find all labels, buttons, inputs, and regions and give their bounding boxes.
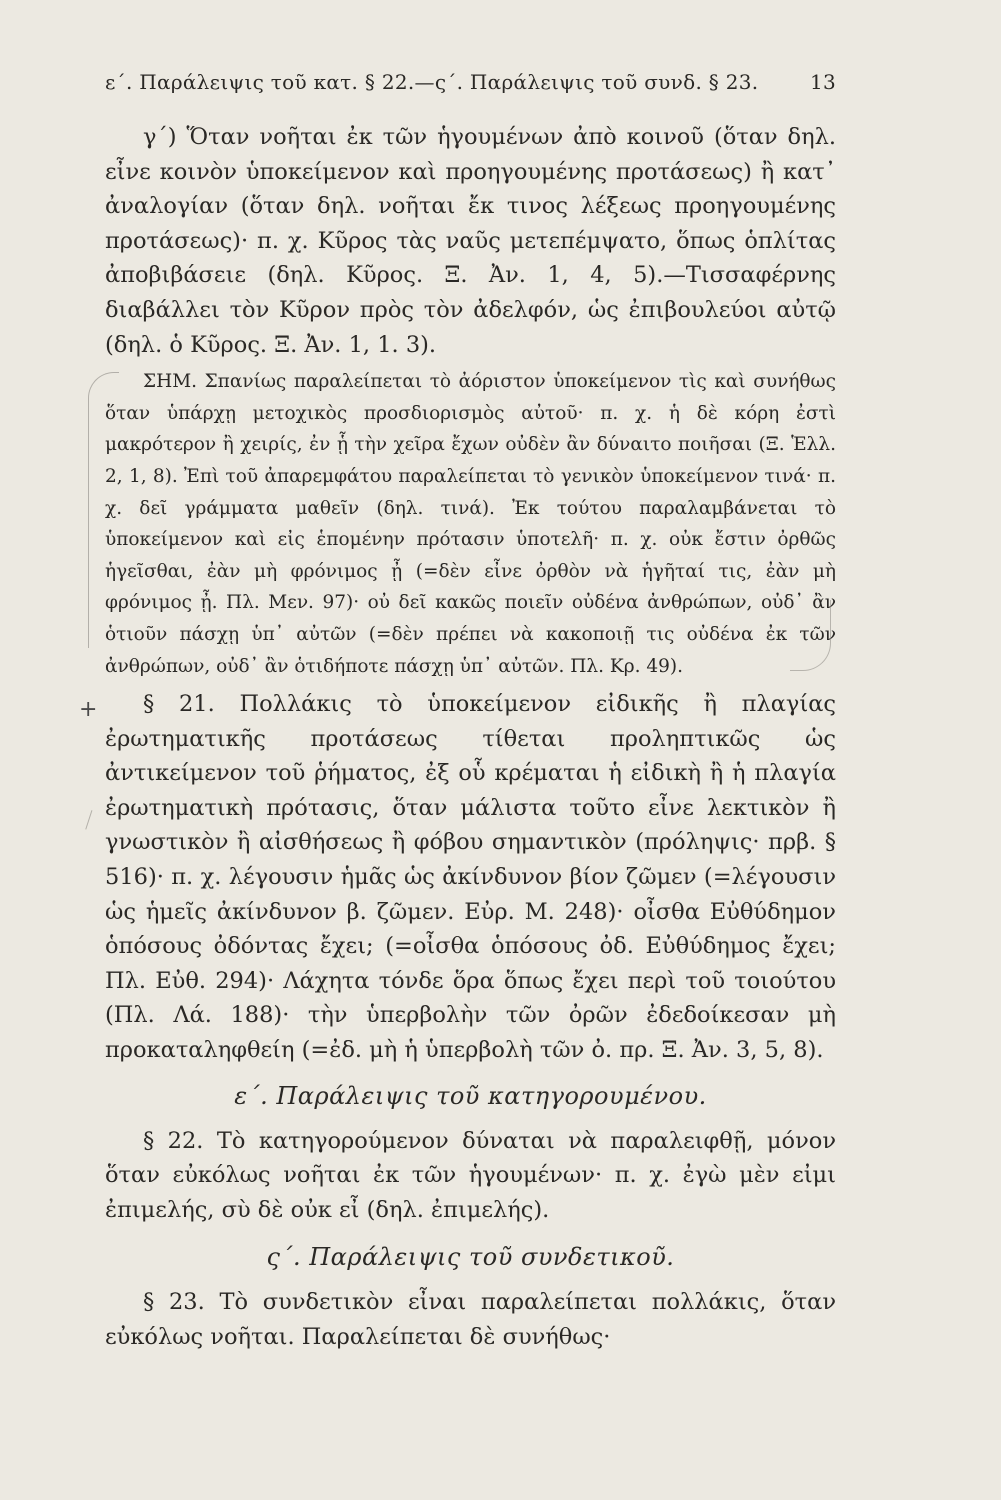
section-21 (79, 687, 836, 1068)
pencil-margin-mark (85, 810, 105, 834)
section-22-text: § 22. Τὸ κατηγορούμενον δύναται νὰ παραλειφθῇ, μόνον ὅταν εὐκόλως νοῆται ἐκ τῶν ἡγουμένων· π. χ. ἐγὼ μὲν εἰμι ἐπιμελής, σὺ δὲ οὐκ εἶ (δηλ. ἐπιμελής). (105, 1127, 836, 1223)
running-head-title: ε΄. Παράλειψις τοῦ κατ. § 22.—ς΄. Παράλειψις τοῦ συνδ. § 23. (105, 70, 759, 94)
pencil-bracket-mark (88, 372, 119, 648)
pencil-cross-mark: + (79, 697, 98, 723)
running-head (105, 70, 836, 94)
heading-omission-of-copula: ς΄. Παράλειψις τοῦ συνδετικοῦ. (266, 1243, 675, 1272)
note-paragraph: ΣΗΜ. Σπανίως παραλείπεται τὸ ἀόριστον ὑποκείμενον τὶς καὶ συνήθως ὅταν ὑπάρχῃ μετοχικὸς προσδιορισμὸς αὐτοῦ· π. χ. ἡ δὲ κόρη ἐστὶ μακρότερον ἢ χειρίς, ἐν ᾗ τὴν χεῖρα ἔχων οὐδὲν ἂν δύναιτο ποιῆσαι (Ξ. Ἑλλ. 2, 1, 8). Ἐπὶ τοῦ ἀπαρεμφάτου παραλείπεται τὸ γενικὸν ὑποκείμενον τινά· π. χ. δεῖ γράμματα μαθεῖν (δηλ. τινά). Ἐκ τούτου παραλαμβάνεται τὸ ὑποκείμενον καὶ εἰς ἑπομένην πρότασιν ὑποτελῆ· π. χ. οὐκ ἔστιν ὀρθῶς ἡγεῖσθαι, ἐὰν μὴ φρόνιμος ᾖ (=δὲν εἶνε ὀρθὸν νὰ ἡγῆταί τις, ἐὰν μὴ φρόνιμος ᾖ. Πλ. Μεν. 97)· οὐ δεῖ κακῶς ποιεῖν οὐδένα ἀνθρώπων, οὐδ᾽ ἂν ὁτιοῦν πάσχῃ ὑπ᾽ αὐτῶν (=δὲν πρέπει νὰ κακοποιῇ τις οὐδένα ἐκ τῶν ἀνθρώπων, οὐδ᾽ ἂν ὁτιδήποτε πάσχῃ ὑπ᾽ αὐτῶν. Πλ. Κρ. 49). (105, 371, 836, 677)
section-21-text: § 21. Πολλάκις τὸ ὑποκείμενον εἰδικῆς ἢ πλαγίας ἐρωτηματικῆς προτάσεως τίθεται προληπτικῶς ὡς ἀντικείμενον τοῦ ῥήματος, ἐξ οὗ κρέμαται ἡ εἰδικὴ ἢ ἡ πλαγία ἐρωτηματικὴ πρότασις, ὅταν μάλιστα τοῦτο εἶνε λεκτικὸν ἢ γνωστικὸν ἢ αἰσθήσεως ἢ φόβου σημαντικὸν (πρόληψις· πρβ. § 516)· π. χ. λέγουσιν ἡμᾶς ὡς ἀκίνδυνον βίον ζῶμεν (=λέγουσιν ὡς ἡμεῖς ἀκίνδυνον β. ζῶμεν. Εὐρ. Μ. 248)· οἶσθα Εὐθύδημον ὁπόσους ὀδόντας ἔχει; (=οἶσθα ὁπόσους ὀδ. Εὐθύδημος ἔχει; Πλ. Εὐθ. 294)· Λάχητα τόνδε ὅρα ὅπως ἔχει περὶ τοῦ τοιούτου (Πλ. Λά. 188)· τὴν ὑπερβολὴν τῶν ὀρῶν ἐδεδοίκεσαν μὴ προκαταληφθείη (=ἐδ. μὴ ἡ ὑπερβολὴ τῶν ὀ. πρ. Ξ. Ἀν. 3, 5, 8). (105, 691, 836, 1064)
heading-omission-of-predicate: ε΄. Παράλειψις τοῦ κατηγορουμένου. (234, 1081, 707, 1110)
paragraph-gamma: γ΄) Ὅταν νοῆται ἐκ τῶν ἡγουμένων ἀπὸ κοινοῦ (ὅταν δηλ. εἶνε κοινὸν ὑποκείμενον καὶ προηγουμένης προτάσεως) ἢ κατ᾽ ἀναλογίαν (ὅταν δηλ. νοῆται ἔκ τινος λέξεως προηγουμένης προτάσεως)· π. χ. Κῦρος τὰς ναῦς μετεπέμψατο, ὅπως ὁπλίτας ἀποβιβάσειε (δηλ. Κῦρος. Ξ. Ἀν. 1, 4, 5).—Τισσαφέρνης διαβάλλει τὸν Κῦρον πρὸς τὸν ἀδελφόν, ὡς ἐπιβουλεύοι αὐτῷ (δηλ. ὁ Κῦρος. Ξ. Ἀν. 1, 1. 3). (105, 124, 836, 358)
pencil-bracket-end-mark (790, 600, 831, 671)
page-number: 13 (809, 70, 836, 94)
section-23-text: § 23. Τὸ συνδετικὸν εἶναι παραλείπεται πολλάκις, ὅταν εὐκόλως νοῆται. Παραλείπεται δὲ συνήθως· (105, 1289, 836, 1350)
